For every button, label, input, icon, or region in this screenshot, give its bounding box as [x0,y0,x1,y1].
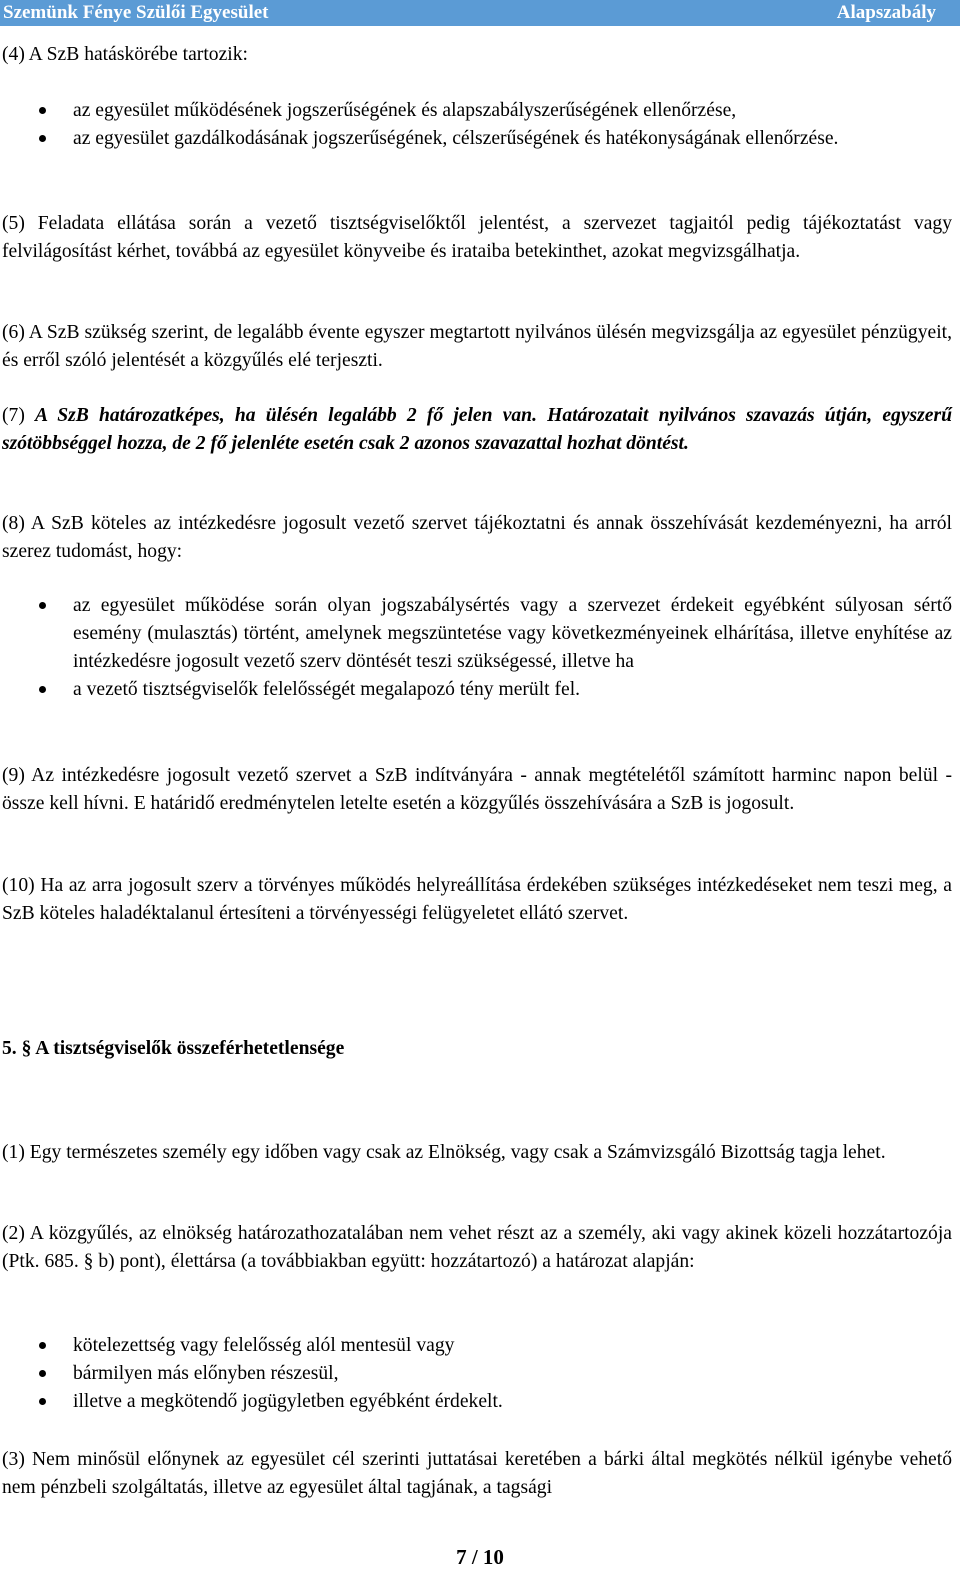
bullet-icon [39,686,46,693]
paragraph-5: (5) Feladata ellátása során a vezető tisztségviselőktől jelentést, a szervezet tagjaitól pedig tájékoztatást vagy felvilágosítást kérhet, továbbá az egyesület könyveibe és irataiba betekinthet, azokat megvizsgálhatja. [2,213,952,262]
paragraph-7-number: (7) [2,405,36,426]
paragraph-10: (10) Ha az arra jogosult szerv a törvényes működés helyreállítása érdekében szükséges intézkedéseket nem teszi meg, a SzB köteles haladéktalanul értesíteni a törvényességi felügyeletet ellátó szervet. [2,875,952,924]
document-type: Alapszabály [836,2,936,23]
section-title: A tisztségviselők összeférhetetlensége [35,1038,345,1059]
list-item: a vezető tisztségviselők felelősségét megalapozó tény merült fel. [2,676,952,704]
paragraph-8: (8) A SzB köteles az intézkedésre jogosult vezető szervet tájékoztatni és annak összehívását kezdeményezni, ha arról szerez tudomást, hogy: [2,513,952,562]
list-item: az egyesület működése során olyan jogszabálysértés vagy a szervezet érdekeit egyébként súlyosan sértő esemény (mulasztás) történt, amelynek megszüntetése vagy következményeinek elhárítása, illetve enyhítése az intézkedésre jogosult vezető szerv döntését teszi szükségessé, illetve ha [2,592,952,676]
bullet-icon [39,1342,46,1349]
section-symbol: § [21,1038,32,1059]
page-number: 7 / 10 [456,1545,504,1569]
bullet-icon [39,1370,46,1377]
section-5-paragraph-2: (2) A közgyűlés, az elnökség határozathozatalában nem vehet részt az a személy, aki vagy akinek közeli hozzátartozója (Ptk. 685. § b) pont), élettársa (a továbbiakban együtt: hozzátartozó) a határozat alapján: [2,1223,952,1272]
bullet-icon [39,135,46,142]
section-heading [2,1035,344,1063]
paragraph-4: (4) A SzB hatáskörébe tartozik: [2,44,248,65]
page-header [0,0,960,26]
paragraph-9: (9) Az intézkedésre jogosult vezető szervet a SzB indítványára - annak megtételétől számított harminc napon belül - össze kell hívni. E határidő eredménytelen letelte esetén a közgyűlés összehívására a SzB is jogosult. [2,765,952,814]
bullet-icon [39,1398,46,1405]
section-5-paragraph-2-list [2,1332,952,1416]
paragraph-8-list [2,592,952,704]
section-5-paragraph-1: (1) Egy természetes személy egy időben vagy csak az Elnökség, vagy csak a Számvizsgáló Bizottság tagja lehet. [2,1142,886,1163]
list-item: az egyesület működésének jogszerűségének és alapszabályszerűségének ellenőrzése, [2,97,952,125]
list-item: illetve a megkötendő jogügyletben egyébként érdekelt. [2,1388,952,1416]
organization-name: Szemünk Fénye Szülői Egyesület [3,2,269,23]
paragraph-7-text: A SzB határozatképes, ha ülésén legalább 2 fő jelen van. Határozatait nyilvános szavazás útján, egyszerű szótöbbséggel hozza, de 2 fő jelenléte esetén csak 2 azonos szavazattal hozhat döntést. [2,405,952,454]
section-number: 5. [2,1038,17,1059]
paragraph-7 [2,402,952,458]
bullet-icon [39,602,46,609]
bullet-icon [39,107,46,114]
paragraph-4-list [2,97,952,153]
list-item: bármilyen más előnyben részesül, [2,1360,952,1388]
paragraph-6: (6) A SzB szükség szerint, de legalább évente egyszer megtartott nyilvános ülésén megvizsgálja az egyesület pénzügyeit, és erről szóló jelentését a közgyűlés elé terjeszti. [2,322,952,371]
section-5-paragraph-3: (3) Nem minősül előnynek az egyesület cél szerinti juttatásai keretében a bárki által megkötés nélkül igénybe vehető nem pénzbeli szolgáltatás, illetve az egyesület által tagjának, a tagsági [2,1449,952,1498]
list-item: kötelezettség vagy felelősség alól mentesül vagy [2,1332,952,1360]
list-item: az egyesület gazdálkodásának jogszerűségének, célszerűségének és hatékonyságának ellenőrzése. [2,125,952,153]
